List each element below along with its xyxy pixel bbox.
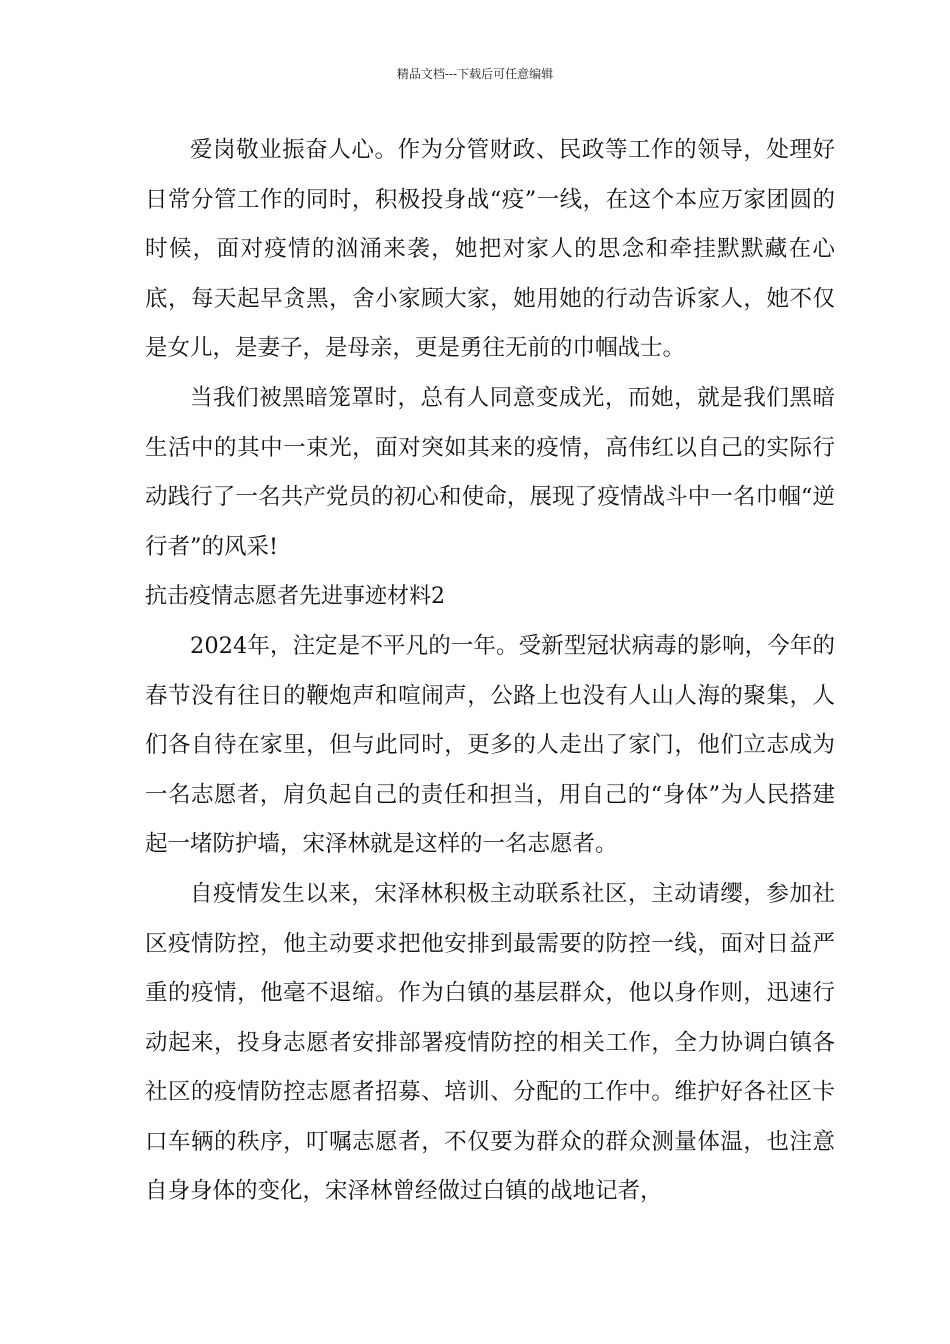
page-header: 精品文档---下载后可任意编辑	[396, 67, 554, 81]
paragraph-4: 自疫情发生以来，宋泽林积极主动联系社区，主动请缨，参加社区疫情防控，他主动要求把他安排到最需要的防控一线，面对日益严重的疫情，他毫不退缩。作为白镇的基层群众，他以身作则，迅速行动起来，投身志愿者安排部署疫情防控的相关工作，全力协调白镇各社区的疫情防控志愿者招募、培训、分配的工作中。维护好各社区卡口车辆的秩序，叮嘱志愿者，不仅要为群众的群众测量体温，也注意自身身体的变化，宋泽林曾经做过白镇的战地记者，	[145, 880, 835, 1205]
paragraph-3: 2024年，注定是不平凡的一年。受新型冠状病毒的影响，今年的春节没有往日的鞭炮声和喧闹声，公路上也没有人山人海的聚集，人们各自待在家里，但与此同时，更多的人走出了家门，他们立志成为一名志愿者，肩负起自己的责任和担当，用自己的“身体”为人民搭建起一堵防护墙，宋泽林就是这样的一名志愿者。	[145, 632, 835, 858]
section-title: 抗击疫情志愿者先进事迹材料2	[145, 584, 445, 610]
paragraph-1: 爱岗敬业振奋人心。作为分管财政、民政等工作的领导，处理好日常分管工作的同时，积极投身战“疫”一线，在这个本应万家团圆的时候，面对疫情的汹涌来袭，她把对家人的思念和牵挂默默藏在心底，每天起早贪黑，舍小家顾大家，她用她的行动告诉家人，她不仅是女儿，是妻子，是母亲，更是勇往无前的巾帼战士。	[145, 137, 835, 362]
paragraph-2: 当我们被黑暗笼罩时，总有人同意变成光，而她，就是我们黑暗生活中的其中一束光，面对突如其来的疫情，高伟红以自己的实际行动践行了一名共产党员的初心和使命，展现了疫情战斗中一名巾帼“逆行者”的风采!	[145, 384, 835, 560]
document-body	[145, 126, 835, 1217]
